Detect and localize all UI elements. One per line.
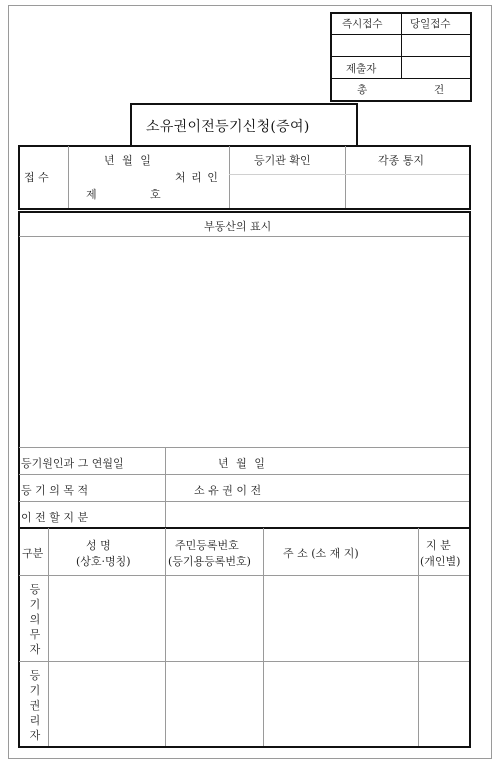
purpose-value: 소 유 권 이 전 xyxy=(194,484,262,497)
col-division: 구분 xyxy=(22,547,44,560)
cause-date-value: 년 월 일 xyxy=(218,457,267,470)
notices-label: 각종 통지 xyxy=(378,154,425,167)
share-label: 이 전 할 지 분 xyxy=(21,511,89,524)
col-name: 성 명 xyxy=(86,539,111,552)
handler-label: 처 리 인 xyxy=(175,171,219,184)
col-address: 주 소 (소 재 지) xyxy=(283,547,359,560)
count-unit-label: 건 xyxy=(434,84,445,96)
col-share: 지 분 xyxy=(426,539,451,552)
property-description-area[interactable] xyxy=(20,238,468,446)
total-label: 총 xyxy=(357,84,368,96)
col-id-sub: (등기용등록번호) xyxy=(168,555,251,568)
submitter-label: 제출자 xyxy=(346,63,377,75)
holder-label: 등 기 권 리 자 xyxy=(29,669,41,742)
col-id: 주민등록번호 xyxy=(175,539,239,552)
same-day-receipt-label: 당일접수 xyxy=(410,18,451,30)
obligor-label: 등 기 의 무 자 xyxy=(29,583,41,656)
obligor-row[interactable] xyxy=(50,577,463,659)
registry-confirm-label: 등기관 확인 xyxy=(254,154,311,167)
number-prefix: 제 xyxy=(86,188,97,201)
immediate-receipt-label: 즉시접수 xyxy=(342,18,383,30)
col-name-sub: (상호·명칭) xyxy=(76,555,131,568)
reception-date-label: 년 월 일 xyxy=(104,154,153,167)
holder-row[interactable] xyxy=(50,663,463,744)
form-title: 소유권이전등기신청(증여) xyxy=(146,119,310,135)
reception-label: 접 수 xyxy=(24,171,49,184)
number-suffix: 호 xyxy=(150,188,161,201)
share-value-field[interactable] xyxy=(167,503,467,526)
property-header: 부동산의 표시 xyxy=(204,220,272,233)
purpose-label: 등 기 의 목 적 xyxy=(21,484,89,497)
col-share-sub: (개인별) xyxy=(420,555,461,568)
cause-label: 등기원인과 그 연월일 xyxy=(21,457,124,470)
